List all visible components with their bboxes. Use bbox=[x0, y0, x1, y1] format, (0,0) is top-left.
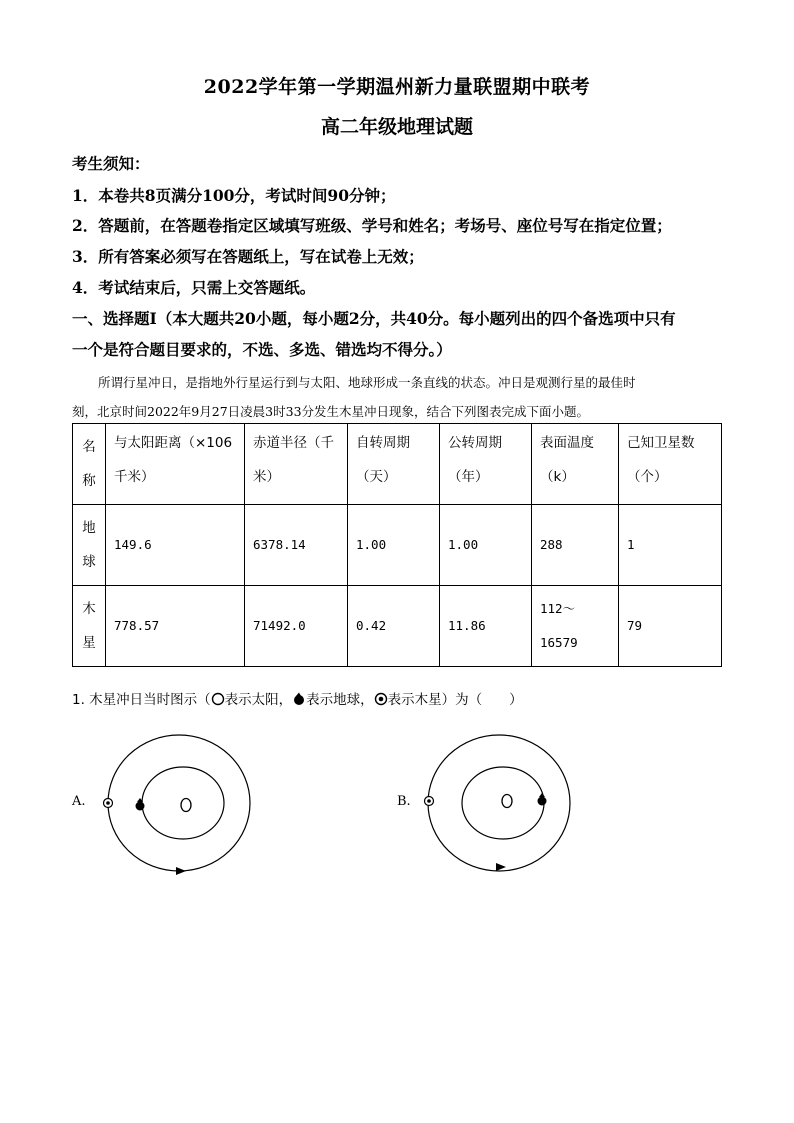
outer-orbit bbox=[428, 735, 570, 871]
cell-satellites: 79 bbox=[619, 586, 722, 667]
jupiter-symbol-icon bbox=[374, 692, 388, 706]
question-1-earth-text: 表示地球， bbox=[306, 692, 374, 708]
sun-symbol-icon bbox=[502, 795, 512, 808]
planet-data-table bbox=[72, 423, 722, 667]
exam-title: 2022学年第一学期温州新力量联盟期中联考 bbox=[203, 76, 591, 98]
header-radius: 赤道半径（千 米） bbox=[245, 424, 348, 505]
inner-orbit bbox=[462, 767, 544, 839]
row-name: 木 星 bbox=[73, 586, 106, 667]
notice-item-3: 3．所有答案必须写在答题纸上，写在试卷上无效； bbox=[72, 247, 424, 266]
earth-symbol-icon bbox=[538, 793, 547, 806]
header-rotation: 自转周期 （天） bbox=[348, 424, 440, 505]
earth-symbol-icon bbox=[292, 692, 306, 706]
question-1-jupiter-text: 表示木星）为（ ） bbox=[387, 692, 523, 708]
option-a-diagram[interactable] bbox=[100, 730, 260, 880]
cell-radius: 6378.14 bbox=[245, 505, 348, 586]
cell-radius: 71492.0 bbox=[245, 586, 348, 667]
notice-item-2: 2．答题前，在答题卷指定区域填写班级、学号和姓名；考场号、座位号写在指定位置； bbox=[72, 216, 672, 235]
cell-temperature: 112～ 16579 bbox=[532, 586, 619, 667]
sun-symbol-icon bbox=[181, 799, 191, 812]
jupiter-symbol-icon bbox=[104, 799, 113, 808]
cell-rotation: 1.00 bbox=[348, 505, 440, 586]
orbit-direction-arrow-icon bbox=[176, 867, 186, 875]
cell-distance: 778.57 bbox=[106, 586, 245, 667]
header-revolution: 公转周期 （年） bbox=[440, 424, 532, 505]
header-distance: 与太阳距离（×106 千米） bbox=[106, 424, 245, 505]
header-name: 名 称 bbox=[73, 424, 106, 505]
cell-rotation: 0.42 bbox=[348, 586, 440, 667]
cell-satellites: 1 bbox=[619, 505, 722, 586]
option-b-diagram[interactable] bbox=[420, 730, 580, 880]
intro-line2: 刻，北京时间2022年9月27日凌晨3时33分发生木星冲日现象，结合下列图表完成下面小题。 bbox=[72, 404, 590, 419]
question-1-stem bbox=[72, 688, 523, 708]
question-1-sun-text: 表示太阳， bbox=[224, 692, 293, 708]
option-a-label[interactable]: A. bbox=[72, 794, 86, 809]
cell-temperature: 288 bbox=[532, 505, 619, 586]
sun-symbol-icon bbox=[211, 692, 225, 706]
table-row bbox=[73, 586, 722, 667]
header-satellites: 己知卫星数 （个） bbox=[619, 424, 722, 505]
exam-subtitle: 高二年级地理试题 bbox=[320, 116, 473, 138]
cell-revolution: 11.86 bbox=[440, 586, 532, 667]
notice-heading: 考生须知： bbox=[72, 154, 150, 173]
table-row bbox=[73, 505, 722, 586]
intro-line1: 所谓行星冲日，是指地外行星运行到与太阳、地球形成一条直线的状态。冲日是观测行星的最佳时 bbox=[98, 375, 636, 390]
notice-item-1: 1．本卷共8页满分100分，考试时间90分钟； bbox=[72, 186, 396, 205]
cell-distance: 149.6 bbox=[106, 505, 245, 586]
table-header-row bbox=[73, 424, 722, 505]
section-heading-line1: 一、选择题Ⅰ（本大题共20小题，每小题2分，共40分。每小题列出的四个备选项中只有 bbox=[72, 309, 676, 328]
cell-revolution: 1.00 bbox=[440, 505, 532, 586]
header-temperature: 表面温度 （k） bbox=[532, 424, 619, 505]
earth-symbol-icon bbox=[136, 798, 145, 811]
notice-item-4: 4．考试结束后，只需上交答题纸。 bbox=[72, 278, 316, 297]
orbit-direction-arrow-icon bbox=[496, 863, 506, 871]
outer-orbit bbox=[108, 735, 250, 871]
row-name: 地 球 bbox=[73, 505, 106, 586]
inner-orbit bbox=[142, 767, 224, 839]
section-heading-line2: 一个是符合题目要求的，不选、多选、错选均不得分。） bbox=[72, 340, 452, 359]
option-b-label[interactable]: B. bbox=[397, 794, 411, 809]
jupiter-symbol-icon bbox=[425, 797, 434, 806]
question-1-prefix: 1. 木星冲日当时图示（ bbox=[72, 692, 211, 708]
